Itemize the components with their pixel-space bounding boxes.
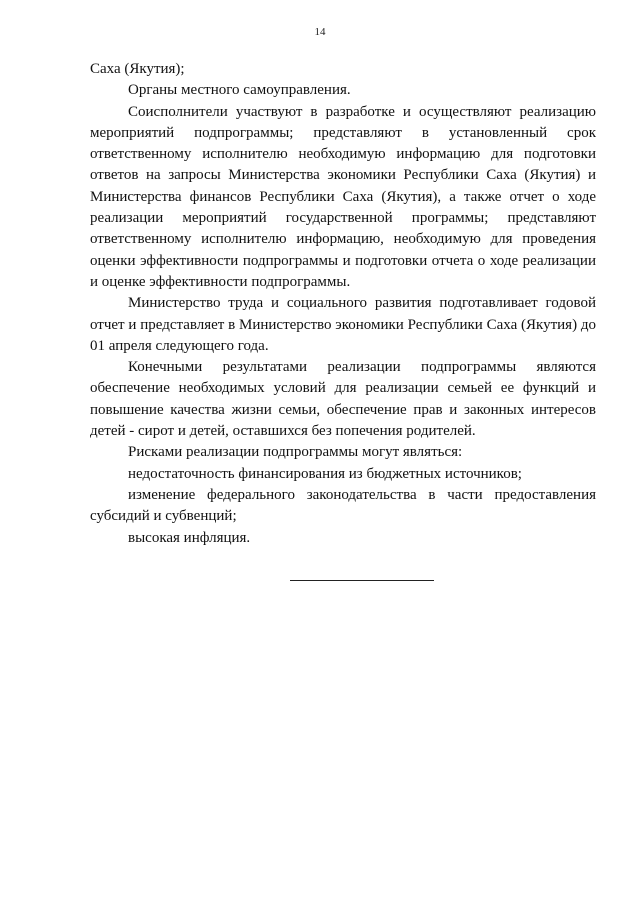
end-divider-line bbox=[290, 580, 434, 581]
page-number: 14 bbox=[314, 26, 326, 38]
paragraph-risks-intro: Рисками реализации подпрограммы могут являться: bbox=[128, 444, 463, 461]
paragraph-region-continuation: Саха (Якутия); bbox=[90, 61, 185, 77]
paragraph-risk-legislation: изменение федерального законодательства в части предоставления субсидий и субвенций; bbox=[90, 486, 596, 525]
paragraph-risk-funding: недостаточность финансирования из бюджетных источников; bbox=[128, 465, 522, 482]
paragraph-local-authorities: Органы местного самоуправления. bbox=[128, 82, 351, 99]
paragraph-co-executors: Соисполнители участвуют в разработке и осуществляют реализацию мероприятий подпрограммы; представляют в установленный срок ответственному исполнителю необходимую информацию для подготовки ответов на запросы Министерства экономики Республики Саха (Якутия) и Министерства финансов Республики Саха (Якутия), а также отчет о ходе реализации мероприятий государственной программы; представляют ответственному исполнителю информацию, необходимую для проведения оценки эффективности подпрограммы и подготовки отчета о ходе реализации и оценке эффективности подпрограммы. bbox=[90, 103, 596, 290]
paragraph-annual-report: Министерство труда и социального развития подготавливает годовой отчет и представляет в Министерство экономики Республики Саха (Якутия) до 01 апреля следующего года. bbox=[90, 295, 596, 354]
paragraph-final-results: Конечными результатами реализации подпрограммы являются обеспечение необходимых условий для реализации семьей ее функций и повышение качества жизни семьи, обеспечение прав и законных интересов детей - сирот и детей, оставшихся без попечения родителей. bbox=[90, 359, 596, 440]
document-body bbox=[90, 59, 596, 549]
paragraph-risk-inflation: высокая инфляция. bbox=[128, 529, 251, 546]
